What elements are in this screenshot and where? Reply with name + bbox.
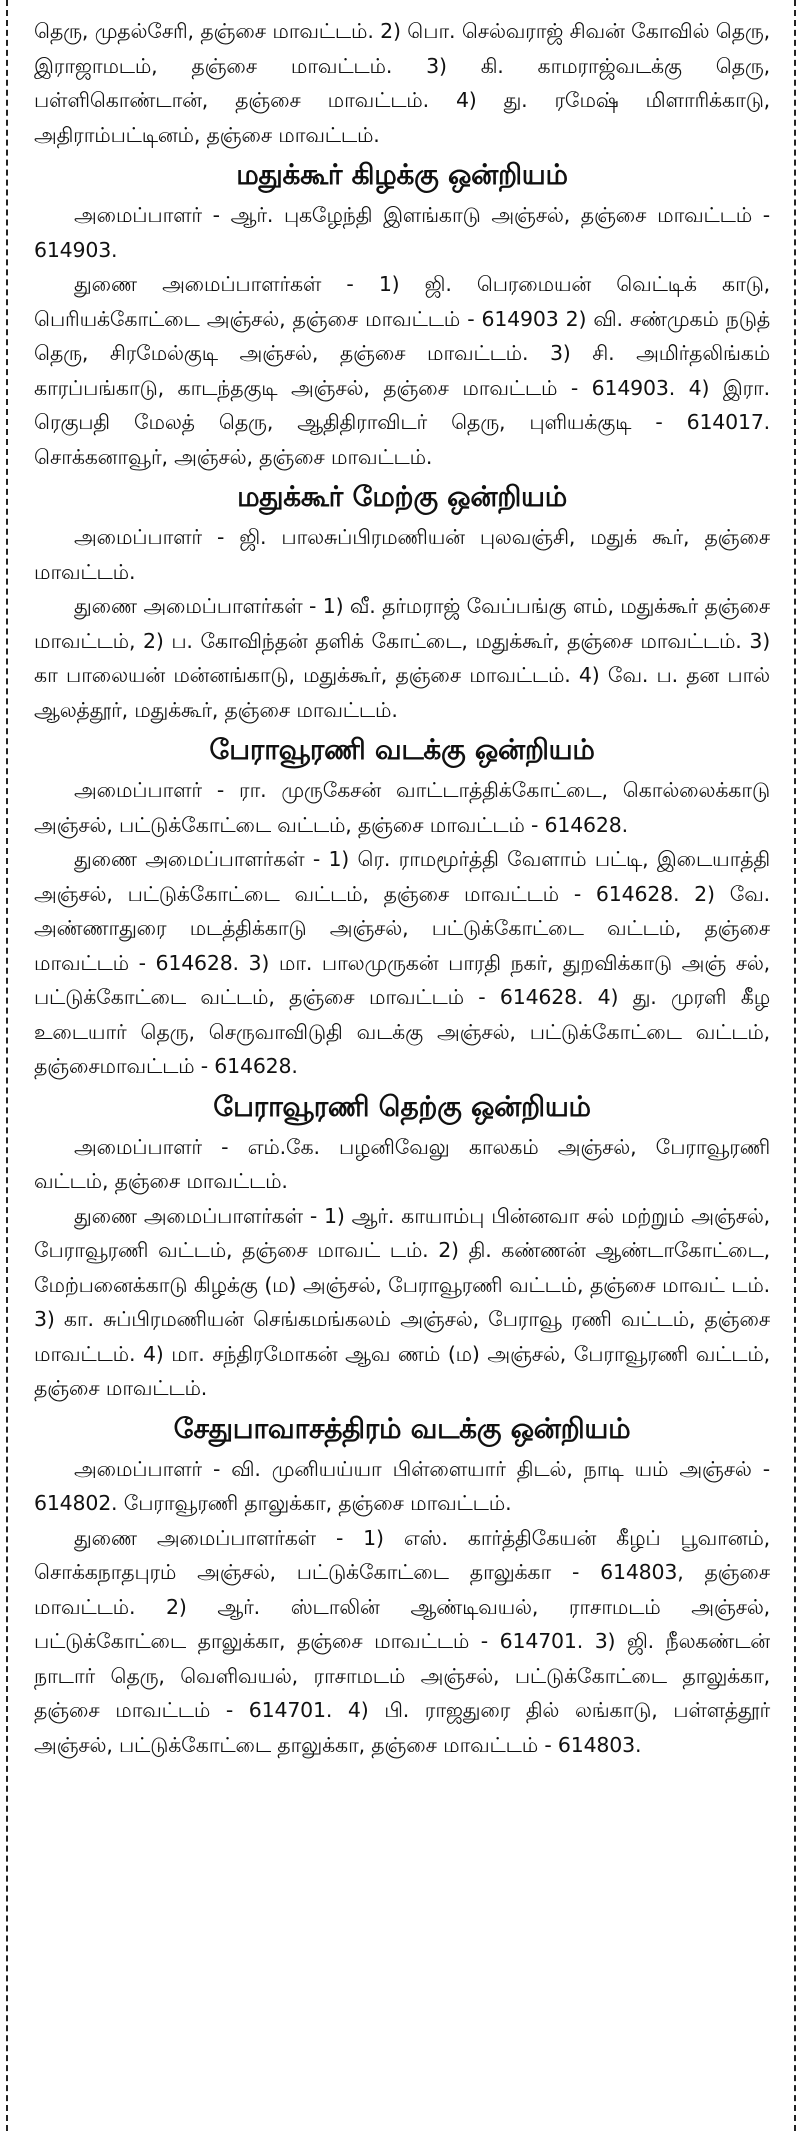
organiser-paragraph: அமைப்பாளர் - ரா. முருகேசன் வாட்டாத்திக்கோட்டை, கொல்லைக்காடு அஞ்சல், பட்டுக்கோட்டை வட்டம், தஞ்சை மாவட்டம் - 614628. <box>34 778 770 837</box>
section-heading: பேராவூரணி தெற்கு ஒன்றியம் <box>213 1089 591 1123</box>
deputy-organisers-paragraph: துணை அமைப்பாளர்கள் - 1) ரெ. ராமமூர்த்தி வேளாம் பட்டி, இடையாத்தி அஞ்சல், பட்டுக்கோட்டை வட்டம், தஞ்சை மாவட்டம் - 614628. 2) வே. அண்ணாதுரை மடத்திக்காடு அஞ்சல், பட்டுக்கோட்டை வட்டம், தஞ்சை மாவட்டம் - 614628. 3) மா. பாலமுருகன் பாரதி நகர், துறவிக்காடு அஞ் சல், பட்டுக்கோட்டை வட்டம், தஞ்சை மாவட்டம் - 614628. 4) து. முரளி கீழ உடையார் தெரு, செருவாவிடுதி வடக்கு அஞ்சல், பட்டுக்கோட்டை வட்டம், தஞ்சைமாவட்டம் - 614628. <box>34 847 770 1078</box>
organiser-paragraph: அமைப்பாளர் - எம்.கே. பழனிவேலு காலகம் அஞ்சல், பேராவூரணி வட்டம், தஞ்சை மாவட்டம். <box>34 1134 770 1193</box>
section-heading: பேராவூரணி வடக்கு ஒன்றியம் <box>209 733 595 766</box>
left-dashed-border <box>6 0 8 2131</box>
organiser-paragraph: அமைப்பாளர் - ஆர். புகழேந்தி இளங்காடு அஞ்சல், தஞ்சை மாவட்டம் - 614903. <box>34 203 770 262</box>
section-peravurani-south <box>34 1087 770 1406</box>
section-sethubavachatram-north <box>34 1409 770 1763</box>
deputy-organisers-paragraph: துணை அமைப்பாளர்கள் - 1) ஜி. பெரமையன் வெட்டிக் காடு, பெரியக்கோட்டை அஞ்சல், தஞ்சை மாவட்டம் - 614903 2) வி. சண்முகம் நடுத் தெரு, சிரமேல்குடி அஞ்சல், தஞ்சை மாவட்டம். 3) சி. அமிர்தலிங்கம் காரப்பங்காடு, காடந்தகுடி அஞ்சல், தஞ்சை மாவட்டம் - 614903. 4) இரா. ரெகுபதி மேலத் தெரு, ஆதிதிராவிடர் தெரு, புளியக்குடி - 614017. சொக்கனாவூர், அஞ்சல், தஞ்சை மாவட்டம். <box>34 272 770 469</box>
deputy-organisers-paragraph: துணை அமைப்பாளர்கள் - 1) ஆர். காயாம்பு பின்னவா சல் மற்றும் அஞ்சல், பேராவூரணி வட்டம், தஞ்சை மாவட் டம். 2) தி. கண்ணன் ஆண்டாகோட்டை, மேற்பனைக்காடு கிழக்கு (ம) அஞ்சல், பேராவூரணி வட்டம், தஞ்சை மாவட் டம். 3) கா. சுப்பிரமணியன் செங்கமங்கலம் அஞ்சல், பேராவூ ரணி வட்டம், தஞ்சை மாவட்டம். 4) மா. சந்திரமோகன் ஆவ ணம் (ம) அஞ்சல், பேராவூரணி வட்டம், தஞ்சை மாவட்டம். <box>34 1203 770 1400</box>
paragraph: தெரு, முதல்சேரி, தஞ்சை மாவட்டம். 2) பொ. செல்வராஜ் சிவன் கோவில் தெரு, இராஜாமடம், தஞ்சை மாவட்டம். 3) கி. காமராஜ்வடக்கு தெரு, பள்ளிகொண்டான், தஞ்சை மாவட்டம். 4) து. ரமேஷ் மிளாரிக்காடு, அதிராம்பட்டினம், தஞ்சை மாவட்டம். <box>34 19 770 147</box>
right-dashed-border <box>794 0 796 2131</box>
deputy-organisers-paragraph: துணை அமைப்பாளர்கள் - 1) எஸ். கார்த்திகேயன் கீழப் பூவானம், சொக்கநாதபுரம் அஞ்சல், பட்டுக்கோட்டை தாலுக்கா - 614803, தஞ்சை மாவட்டம். 2) ஆர். ஸ்டாலின் ஆண்டிவயல், ராசாமடம் அஞ்சல், பட்டுக்கோட்டை தாலுக்கா, தஞ்சை மாவட்டம் - 614701. 3) ஜி. நீலகண்டன் நாடார் தெரு, வெளிவயல், ராசாமடம் அஞ்சல், பட்டுக்கோட்டை தாலுக்கா, தஞ்சை மாவட்டம் - 614701. 4) பி. ராஜதுரை தில் லங்காடு, பள்ளத்தூர் அஞ்சல், பட்டுக்கோட்டை தாலுக்கா, தஞ்சை மாவட்டம் - 614803. <box>34 1525 770 1757</box>
section-continuation <box>34 14 770 152</box>
section-peravurani-north <box>34 730 770 1084</box>
section-madukkur-west <box>34 477 770 727</box>
section-heading: சேதுபாவாசத்திரம் வடக்கு ஒன்றியம் <box>173 1411 631 1445</box>
organiser-paragraph: அமைப்பாளர் - வி. முனியய்யா பிள்ளையார் திடல், நாடி யம் அஞ்சல் - 614802. பேராவூரணி தாலுக்கா, தஞ்சை மாவட்டம். <box>34 1456 770 1515</box>
section-heading: மதுக்கூர் கிழக்கு ஒன்றியம் <box>236 158 568 191</box>
section-heading: மதுக்கூர் மேற்கு ஒன்றியம் <box>237 480 567 513</box>
deputy-organisers-paragraph: துணை அமைப்பாளர்கள் - 1) வீ. தர்மராஜ் வேப்பங்கு ளம், மதுக்கூர் தஞ்சை மாவட்டம், 2) ப. கோவிந்தன் தளிக் கோட்டை, மதுக்கூர், தஞ்சை மாவட்டம். 3) கா பாலையன் மன்னங்காடு, மதுக்கூர், தஞ்சை மாவட்டம். 4) வே. ப. தன பால் ஆலத்தூர், மதுக்கூர், தஞ்சை மாவட்டம். <box>34 594 770 722</box>
organiser-paragraph: அமைப்பாளர் - ஜி. பாலசுப்பிரமணியன் புலவஞ்சி, மதுக் கூர், தஞ்சை மாவட்டம். <box>34 525 770 584</box>
section-madukkur-east <box>34 155 770 474</box>
article-body <box>34 14 770 1762</box>
